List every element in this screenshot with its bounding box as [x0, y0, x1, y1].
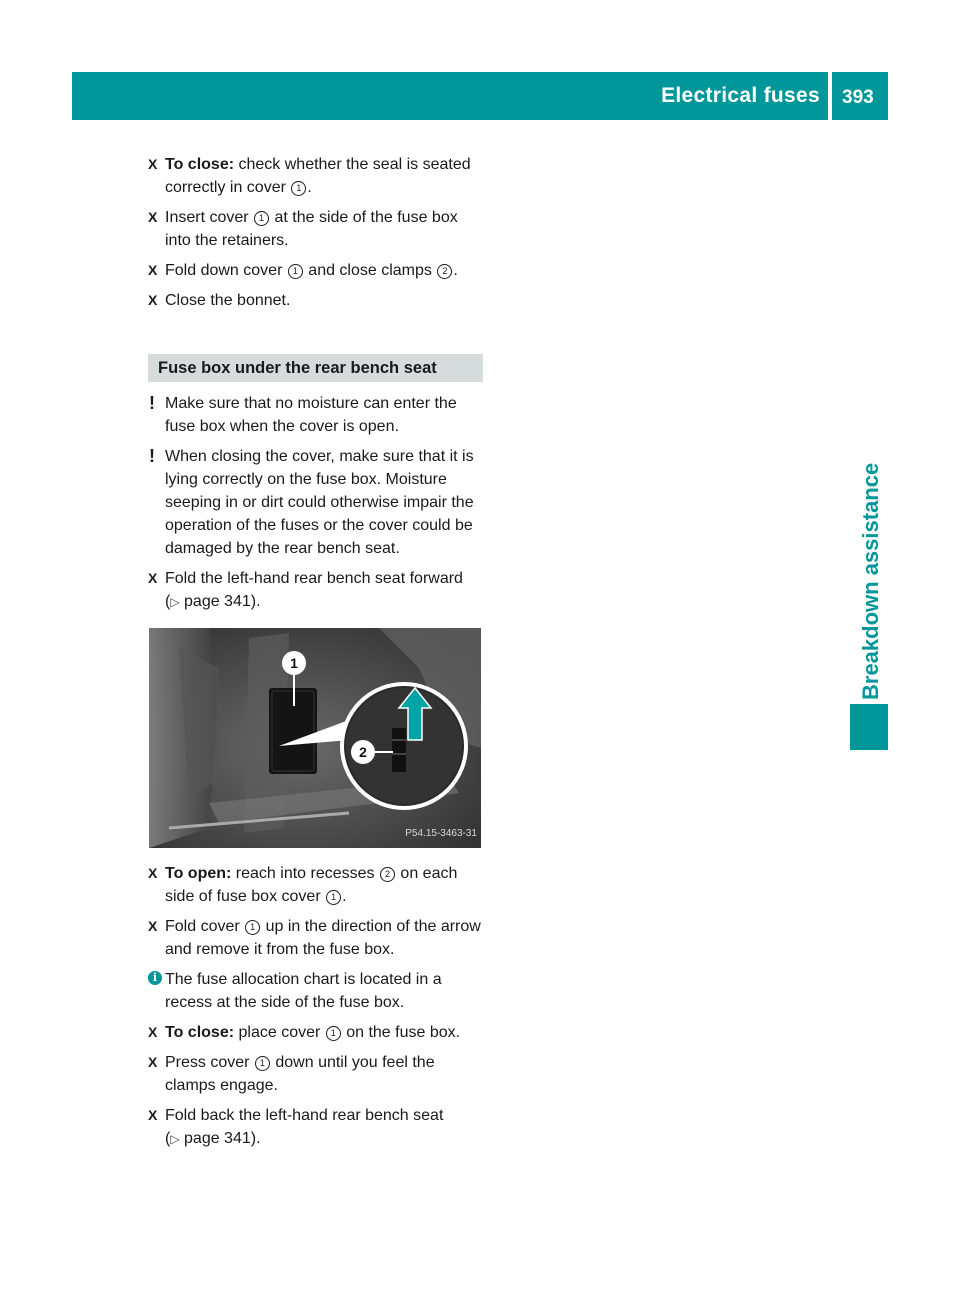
info-icon: i [148, 971, 162, 985]
step-close-check: X To close: check whether the seal is seated correctly in cover 1 . [148, 153, 483, 199]
figure-code: P54.15-3463-31 [405, 828, 477, 839]
page-reference-link[interactable]: page 341). [184, 593, 261, 610]
main-column [148, 153, 483, 1158]
step-marker-icon: X [148, 570, 158, 586]
callout-number: 1 [291, 181, 306, 196]
step-fold-cover-up: X Fold cover 1 up in the direction of the arrow and remove it from the fuse box. [148, 915, 483, 961]
fuse-box-photo [149, 628, 481, 848]
step-marker-icon: X [148, 1107, 158, 1123]
callout-number: 1 [326, 1026, 341, 1041]
step-marker-icon: X [148, 292, 158, 308]
fuse-box-illustration [149, 628, 481, 848]
step-press-cover: X Press cover 1 down until you feel the clamps engage. [148, 1051, 483, 1097]
callout-number: 2 [437, 264, 452, 279]
page-section-title: Electrical fuses [661, 84, 820, 107]
callout-number: 1 [255, 1056, 270, 1071]
step-fold-seat-back: X Fold back the left-hand rear bench seat (▷ page 341). [148, 1104, 483, 1151]
step-marker-icon: X [148, 156, 158, 172]
chapter-tab-marker [850, 704, 888, 750]
section-heading: Fuse box under the rear bench seat [148, 354, 483, 382]
chapter-tab-label: Breakdown assistance [858, 462, 883, 700]
page-ref-arrow-icon: ▷ [170, 595, 180, 609]
step-marker-icon: X [148, 1024, 158, 1040]
page-ref-arrow-icon: ▷ [170, 1132, 180, 1146]
step-insert-cover: X Insert cover 1 at the side of the fuse box into the retainers. [148, 206, 483, 252]
step-fold-down-cover: X Fold down cover 1 and close clamps 2 . [148, 259, 483, 282]
step-marker-icon: X [148, 865, 158, 881]
step-to-open: X To open: reach into recesses 2 on each side of fuse box cover 1 . [148, 862, 483, 908]
callout-number: 1 [254, 211, 269, 226]
step-marker-icon: X [148, 1054, 158, 1070]
page-number: 393 [842, 87, 874, 108]
step-fold-seat-forward: X Fold the left-hand rear bench seat forward (▷ page 341). [148, 567, 483, 614]
warning-icon: ! [149, 393, 155, 413]
warning-closing-cover: ! When closing the cover, make sure that it is lying correctly on the fuse box. Moisture seeping in or dirt could otherwise impair the operation of the fuses or the cover could be damaged by the rear bench seat. [149, 446, 474, 557]
callout-number: 1 [245, 920, 260, 935]
step-marker-icon: X [148, 918, 158, 934]
step-marker-icon: X [148, 209, 158, 225]
step-marker-icon: X [148, 262, 158, 278]
figure-callout-2: 2 [359, 744, 367, 760]
figure-callout-1: 1 [290, 655, 298, 671]
header-divider [828, 72, 832, 120]
info-fuse-chart: i The fuse allocation chart is located in a recess at the side of the fuse box. [148, 968, 483, 1014]
callout-number: 1 [326, 890, 341, 905]
step-close-bonnet: X Close the bonnet. [148, 289, 483, 312]
page-reference-link[interactable]: page 341). [184, 1130, 261, 1147]
warning-moisture: ! Make sure that no moisture can enter the fuse box when the cover is open. [149, 393, 457, 435]
callout-number: 1 [288, 264, 303, 279]
step-to-close: X To close: place cover 1 on the fuse box. [148, 1021, 483, 1044]
warning-icon: ! [149, 446, 155, 466]
callout-number: 2 [380, 867, 395, 882]
